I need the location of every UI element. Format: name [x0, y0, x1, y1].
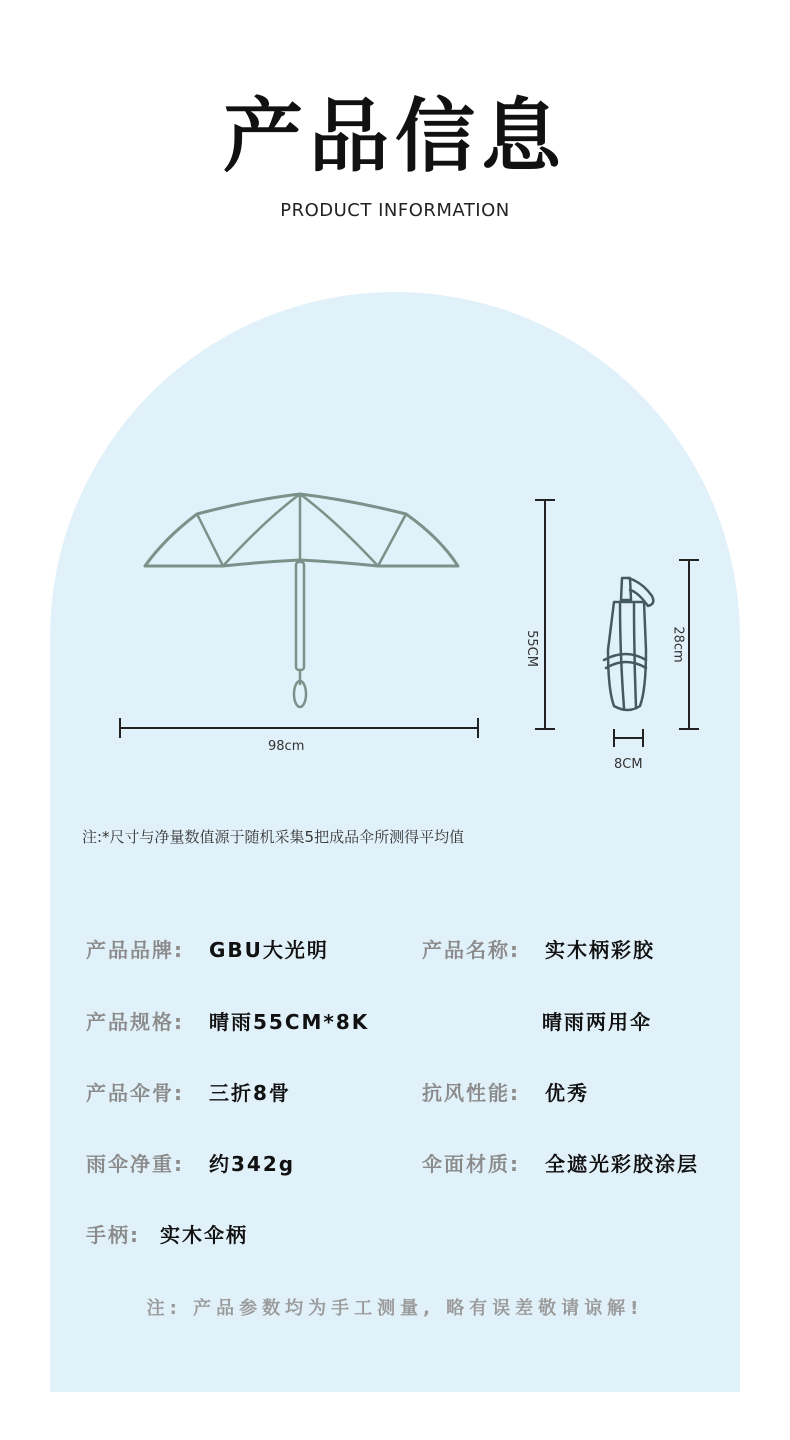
- spec-name-value-continued: 晴雨两用伞: [542, 1010, 652, 1034]
- page-subtitle: PRODUCT INFORMATION: [280, 200, 510, 221]
- spec-weight-value: 约342g: [209, 1152, 296, 1176]
- folded-width-dimension-label: 8CM: [614, 757, 643, 772]
- spec-brand-label: 产品品牌:: [86, 938, 184, 962]
- height-dimension-line: [535, 500, 555, 729]
- spec-handle-value: 实木伞柄: [160, 1223, 248, 1247]
- footer-disclaimer: 注: 产品参数均为手工测量, 略有误差敬请谅解!: [146, 1298, 644, 1319]
- spec-handle-label: 手柄:: [86, 1223, 140, 1247]
- spec-ribs-label: 产品伞骨:: [86, 1081, 184, 1105]
- folded-width-dimension-line: [614, 729, 643, 747]
- height-dimension-label: 55CM: [523, 630, 539, 667]
- spec-name-value: 实木柄彩胶: [545, 938, 655, 962]
- spec-brand-value: GBU大光明: [209, 938, 329, 962]
- spec-size-label: 产品规格:: [86, 1010, 184, 1034]
- spec-ribs-value: 三折8骨: [209, 1081, 291, 1105]
- spec-name-label: 产品名称:: [422, 938, 520, 962]
- folded-umbrella-illustration: [604, 578, 653, 710]
- spec-size-value: 晴雨55CM*8K: [209, 1010, 370, 1034]
- width-dimension-line: [120, 718, 478, 738]
- folded-length-dimension-label: 28cm: [670, 626, 686, 663]
- spec-weight-label: 雨伞净重:: [86, 1152, 184, 1176]
- spec-wind-value: 优秀: [545, 1081, 589, 1105]
- width-dimension-label: 98cm: [268, 739, 305, 754]
- measurement-note: 注:*尺寸与净量数值源于随机采集5把成品伞所测得平均值: [82, 828, 465, 846]
- spec-wind-label: 抗风性能:: [422, 1081, 520, 1105]
- page-title: 产品信息: [223, 90, 567, 183]
- spec-material-value: 全遮光彩胶涂层: [545, 1152, 699, 1176]
- open-umbrella-illustration: [145, 494, 458, 707]
- spec-material-label: 伞面材质:: [422, 1152, 520, 1176]
